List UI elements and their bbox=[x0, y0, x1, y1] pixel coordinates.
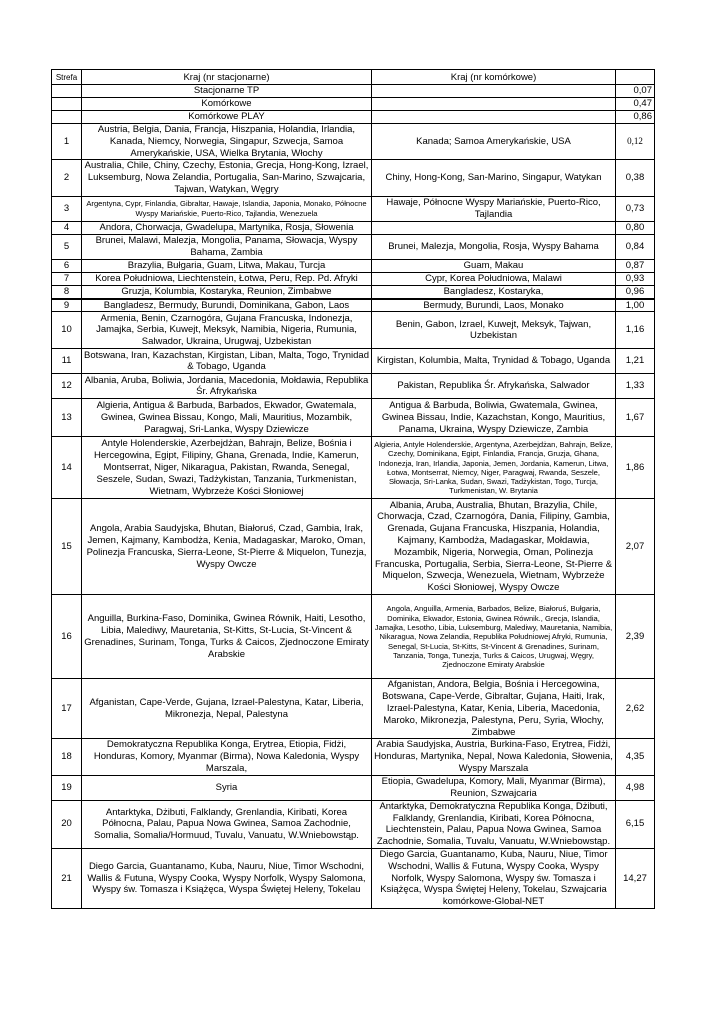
mobile-country-cell: Bermudy, Burundi, Laos, Monako bbox=[372, 299, 616, 312]
mobile-country-cell: Chiny, Hong-Kong, San-Marino, Singapur, Watykan bbox=[372, 160, 616, 196]
mobile-country-cell: Pakistan, Republika Śr. Afrykańska, Salwador bbox=[372, 374, 616, 399]
mobile-country-cell: Arabia Saudyjska, Austria, Burkina-Faso, Erytrea, Fidżi, Honduras, Martynika, Nepal, Nowa Kaledonia, Słowenia, Wyspy Marszala bbox=[372, 739, 616, 775]
price-cell: 1,00 bbox=[616, 299, 655, 312]
fixed-country-cell: Andora, Chorwacja, Gwadelupa, Martynika, Rosja, Słowenia bbox=[82, 221, 372, 234]
price-cell: 0,07 bbox=[616, 85, 655, 98]
table-row bbox=[52, 399, 655, 437]
mobile-country-cell: Afganistan, Andora, Belgia, Bośnia i Hercegowina, Botswana, Cape-Verde, Gibraltar, Gujana, Haiti, Irak, Izrael-Palestyna, Katar, Kenia, Liberia, Macedonia, Maroko, Mikronezja, Palestyna, Peru, Syria, Włochy, Zimbabwe bbox=[372, 679, 616, 739]
table-row bbox=[52, 259, 655, 272]
mobile-country-cell: Algieria, Antyle Holenderskie, Argentyna, Azerbejdżan, Bahrajn, Belize, Czechy, Dominikana, Egipt, Finlandia, Francja, Gruzja, Ghana, Indonezja, Iran, Irlandia, Japonia, Jemen, Jordania, Kamerun, Litwa, Łotwa, Montserrat, Niemcy, Niger, Paragwaj, Rwanda, Seszele, Słowacja, Sri-Lanka, Sudan, Swazi, Tadżykistan, Togo, Turcja, Turkmenistan, W. Brytania bbox=[372, 437, 616, 499]
mobile-country-cell: Diego Garcia, Guantanamo, Kuba, Nauru, Niue, Timor Wschodni, Wallis & Futuna, Wyspy Cooka, Wyspy Norfolk, Wyspy Salomona, Wyspy św. Tomasza i Książęca, Wyspa Świętej Heleny, Tokelau, Szwajcaria komórkowe-Global-NET bbox=[372, 848, 616, 908]
table-row bbox=[52, 349, 655, 374]
mobile-country-header: Kraj (nr komórkowe) bbox=[372, 70, 616, 85]
mobile-country-cell bbox=[372, 111, 616, 124]
fixed-country-cell: Armenia, Benin, Czarnogóra, Gujana Francuska, Indonezja, Jamajka, Serbia, Kuwejt, Meksyk, Namibia, Nigeria, Rumunia, Salwador, Ukraina, Urugwaj, Uzbekistan bbox=[82, 312, 372, 349]
zone-cell: 11 bbox=[52, 349, 82, 374]
zone-cell: 12 bbox=[52, 374, 82, 399]
mobile-country-cell: Brunei, Malezja, Mongolia, Rosja, Wyspy Bahama bbox=[372, 234, 616, 259]
table-row bbox=[52, 739, 655, 775]
price-cell: 2,07 bbox=[616, 499, 655, 595]
zone-cell: 3 bbox=[52, 196, 82, 221]
zone-cell: 13 bbox=[52, 399, 82, 437]
fixed-country-cell: Austria, Belgia, Dania, Francja, Hiszpania, Holandia, Irlandia, Kanada, Niemcy, Norwegia, Singapur, Szwecja, Samoa Amerykańskie, USA, Wielka Brytania, Włochy bbox=[82, 124, 372, 160]
zone-cell: 21 bbox=[52, 848, 82, 908]
table-row bbox=[52, 595, 655, 679]
price-cell: 0,96 bbox=[616, 285, 655, 298]
zone-cell: 18 bbox=[52, 739, 82, 775]
zone-cell: 14 bbox=[52, 437, 82, 499]
fixed-country-cell: Afganistan, Cape-Verde, Gujana, Izrael-Palestyna, Katar, Liberia, Mikronezja, Nepal, Palestyna bbox=[82, 679, 372, 739]
table-row bbox=[52, 272, 655, 285]
table-row bbox=[52, 499, 655, 595]
table-row bbox=[52, 299, 655, 312]
mobile-country-cell: Albania, Aruba, Australia, Bhutan, Brazylia, Chile, Chorwacja, Czad, Czarnogóra, Dania, Filipiny, Gambia, Grenada, Gujana Francuska, Hiszpania, Holandia, Kajmany, Kambodża, Madagaskar, Mołdawia, Mozambik, Nigeria, Norwegia, Oman, Polinezja Francuska, Portugalia, Serbia, Sierra-Leone, St-Pierre & Miquelon, Szwecja, Wenezuela, Wietnam, Wybrzeże Kości Słoniowej, Wyspy Owcze bbox=[372, 499, 616, 595]
table-row bbox=[52, 679, 655, 739]
price-cell: 0,86 bbox=[616, 111, 655, 124]
price-cell: 0,12 bbox=[616, 124, 655, 160]
price-cell: 0,73 bbox=[616, 196, 655, 221]
price-cell: 0,87 bbox=[616, 259, 655, 272]
zone-cell: 8 bbox=[52, 285, 82, 298]
table-row bbox=[52, 111, 655, 124]
mobile-country-cell bbox=[372, 85, 616, 98]
fixed-country-cell: Syria bbox=[82, 775, 372, 800]
mobile-country-cell bbox=[372, 221, 616, 234]
price-cell: 1,86 bbox=[616, 437, 655, 499]
price-cell: 0,84 bbox=[616, 234, 655, 259]
fixed-country-cell: Bangladesz, Bermudy, Burundi, Dominikana, Gabon, Laos bbox=[82, 299, 372, 312]
price-cell: 0,80 bbox=[616, 221, 655, 234]
mobile-country-cell: Angola, Anguilla, Armenia, Barbados, Belize, Białoruś, Bułgaria, Dominika, Ekwador, Estonia, Gwinea Równik., Grecja, Islandia, Jamajka, Lesotho, Libia, Luksemburg, Malediwy, Mauretania, Namibia, Nikaragua, Nowa Zelandia, Republika Południowej Afryki, Rumunia, Senegal, St-Lucia, St-Kitts, St-Vincent & Grenadines, Surinam, Tanzania, Tonga, Tunezja, Turks & Caicos, Urugwaj, Węgry, Zjednoczone Emiraty Arabskie bbox=[372, 595, 616, 679]
table-row bbox=[52, 312, 655, 349]
zone-cell: 16 bbox=[52, 595, 82, 679]
price-cell: 4,98 bbox=[616, 775, 655, 800]
price-cell: 4,35 bbox=[616, 739, 655, 775]
fixed-country-cell: Komórkowe PLAY bbox=[82, 111, 372, 124]
fixed-country-cell: Gruzja, Kolumbia, Kostaryka, Reunion, Zimbabwe bbox=[82, 285, 372, 298]
table-row bbox=[52, 98, 655, 111]
table-row bbox=[52, 196, 655, 221]
fixed-country-header: Kraj (nr stacjonarne) bbox=[82, 70, 372, 85]
zone-cell: 19 bbox=[52, 775, 82, 800]
table-row bbox=[52, 285, 655, 298]
mobile-country-cell: Guam, Makau bbox=[372, 259, 616, 272]
zone-cell: 9 bbox=[52, 299, 82, 312]
price-cell: 0,93 bbox=[616, 272, 655, 285]
mobile-country-cell: Kirgistan, Kolumbia, Malta, Trynidad & Tobago, Uganda bbox=[372, 349, 616, 374]
fixed-country-cell: Albania, Aruba, Boliwia, Jordania, Macedonia, Mołdawia, Republika Śr. Afrykańska bbox=[82, 374, 372, 399]
price-cell: 2,39 bbox=[616, 595, 655, 679]
zone-cell: 6 bbox=[52, 259, 82, 272]
table-row bbox=[52, 848, 655, 908]
zone-cell: 17 bbox=[52, 679, 82, 739]
fixed-country-cell: Diego Garcia, Guantanamo, Kuba, Nauru, Niue, Timor Wschodni, Wallis & Futuna, Wyspy Cooka, Wyspy Norfolk, Wyspy Salomona, Wyspy św. Tomasza i Książęca, Wyspa Świętej Heleny, Tokelau bbox=[82, 848, 372, 908]
fixed-country-cell: Antyle Holenderskie, Azerbejdżan, Bahrajn, Belize, Bośnia i Hercegowina, Egipt, Filipiny, Ghana, Grenada, Indie, Kamerun, Montserrat, Niger, Nikaragua, Pakistan, Rwanda, Senegal, Seszele, Sudan, Swazi, Tadżykistan, Tanzania, Turkmenistan, Wietnam, Wybrzeże Kości Słoniowej bbox=[82, 437, 372, 499]
fixed-country-cell: Antarktyka, Dżibuti, Falklandy, Grenlandia, Kiribati, Korea Północna, Palau, Papua Nowa Gwinea, Samoa Zachodnie, Somalia, Somalia/Hormuud, Tuvalu, Vanuatu, W.Wniebowstąp. bbox=[82, 800, 372, 848]
zone-cell: 5 bbox=[52, 234, 82, 259]
mobile-country-cell: Antarktyka, Demokratyczna Republika Konga, Dżibuti, Falklandy, Grenlandia, Kiribati, Korea Północna, Liechtenstein, Palau, Papua Nowa Gwinea, Samoa Zachodnie, Somalia, Tuvalu, Vanuatu, W.Wniebowstąp. bbox=[372, 800, 616, 848]
zone-cell: 7 bbox=[52, 272, 82, 285]
tariff-sheet bbox=[51, 69, 654, 909]
fixed-country-cell: Korea Południowa, Liechtenstein, Łotwa, Peru, Rep. Pd. Afryki bbox=[82, 272, 372, 285]
zone-cell bbox=[52, 111, 82, 124]
table-row bbox=[52, 234, 655, 259]
table-row bbox=[52, 160, 655, 196]
price-cell: 14,27 bbox=[616, 848, 655, 908]
mobile-country-cell: Kanada; Samoa Amerykańskie, USA bbox=[372, 124, 616, 160]
price-cell: 1,21 bbox=[616, 349, 655, 374]
zone-cell bbox=[52, 85, 82, 98]
fixed-country-cell: Anguilla, Burkina-Faso, Dominika, Gwinea Równik, Haiti, Lesotho, Libia, Malediwy, Mauretania, St-Kitts, St-Lucia, St-Vincent & Grenadines, Surinam, Tonga, Turks & Caicos, Zjednoczone Emiraty Arabskie bbox=[82, 595, 372, 679]
mobile-country-cell: Antigua & Barbuda, Boliwia, Gwatemala, Gwinea, Gwinea Bissau, Indie, Kazachstan, Kongo, Mauritius, Panama, Ukraina, Wyspy Dziewicze, Zambia bbox=[372, 399, 616, 437]
fixed-country-cell: Algieria, Antigua & Barbuda, Barbados, Ekwador, Gwatemala, Gwinea, Gwinea Bissau, Kongo, Mali, Mauritius, Mozambik, Paragwaj, Sri-Lanka, Wyspy Dziewicze bbox=[82, 399, 372, 437]
fixed-country-cell: Angola, Arabia Saudyjska, Bhutan, Białoruś, Czad, Gambia, Irak, Jemen, Kajmany, Kambodża, Kenia, Madagaskar, Maroko, Oman, Polinezja Francuska, Sierra-Leone, St-Pierre & Miquelon, Tunezja, Wyspy Owcze bbox=[82, 499, 372, 595]
fixed-country-cell: Brunei, Malawi, Malezja, Mongolia, Panama, Słowacja, Wyspy Bahama, Zambia bbox=[82, 234, 372, 259]
fixed-country-cell: Botswana, Iran, Kazachstan, Kirgistan, Liban, Malta, Togo, Trynidad & Tobago, Uganda bbox=[82, 349, 372, 374]
fixed-country-cell: Komórkowe bbox=[82, 98, 372, 111]
fixed-country-cell: Brazylia, Bułgaria, Guam, Litwa, Makau, Turcja bbox=[82, 259, 372, 272]
table-row bbox=[52, 374, 655, 399]
fixed-country-cell: Argentyna, Cypr, Finlandia, Gibraltar, Hawaje, Islandia, Japonia, Monako, Północne Wyspy Mariańskie, Puerto-Rico, Tajlandia, Wenezuela bbox=[82, 196, 372, 221]
price-cell: 6,15 bbox=[616, 800, 655, 848]
zone-cell: 15 bbox=[52, 499, 82, 595]
fixed-country-cell: Demokratyczna Republika Konga, Erytrea, Etiopia, Fidżi, Honduras, Komory, Myanmar (Birma), Nowa Kaledonia, Wyspy Marszala, bbox=[82, 739, 372, 775]
zone-cell bbox=[52, 98, 82, 111]
table-row bbox=[52, 85, 655, 98]
zone-cell: 1 bbox=[52, 124, 82, 160]
zone-cell: 20 bbox=[52, 800, 82, 848]
mobile-country-cell: Bangladesz, Kostaryka, bbox=[372, 285, 616, 298]
price-cell: 1,67 bbox=[616, 399, 655, 437]
mobile-country-cell: Cypr, Korea Południowa, Malawi bbox=[372, 272, 616, 285]
price-cell: 0,38 bbox=[616, 160, 655, 196]
fixed-country-cell: Stacjonarne TP bbox=[82, 85, 372, 98]
price-header bbox=[616, 70, 655, 85]
mobile-country-cell bbox=[372, 98, 616, 111]
table-row bbox=[52, 800, 655, 848]
zone-header: Strefa bbox=[52, 70, 82, 85]
table-row bbox=[52, 221, 655, 234]
zone-cell: 10 bbox=[52, 312, 82, 349]
header-row bbox=[52, 70, 655, 85]
fixed-country-cell: Australia, Chile, Chiny, Czechy, Estonia, Grecja, Hong-Kong, Izrael, Luksemburg, Nowa Zelandia, Portugalia, San-Marino, Szwajcaria, Tajwan, Watykan, Węgry bbox=[82, 160, 372, 196]
price-cell: 1,33 bbox=[616, 374, 655, 399]
price-cell: 0,47 bbox=[616, 98, 655, 111]
table-row bbox=[52, 775, 655, 800]
price-cell: 2,62 bbox=[616, 679, 655, 739]
mobile-country-cell: Benin, Gabon, Izrael, Kuwejt, Meksyk, Tajwan, Uzbekistan bbox=[372, 312, 616, 349]
zone-cell: 4 bbox=[52, 221, 82, 234]
mobile-country-cell: Etiopia, Gwadelupa, Komory, Mali, Myanmar (Birma), Reunion, Szwajcaria bbox=[372, 775, 616, 800]
zone-cell: 2 bbox=[52, 160, 82, 196]
table-row bbox=[52, 124, 655, 160]
tariff-table bbox=[51, 69, 655, 909]
table-row bbox=[52, 437, 655, 499]
price-cell: 1,16 bbox=[616, 312, 655, 349]
mobile-country-cell: Hawaje, Północne Wyspy Mariańskie, Puerto-Rico, Tajlandia bbox=[372, 196, 616, 221]
